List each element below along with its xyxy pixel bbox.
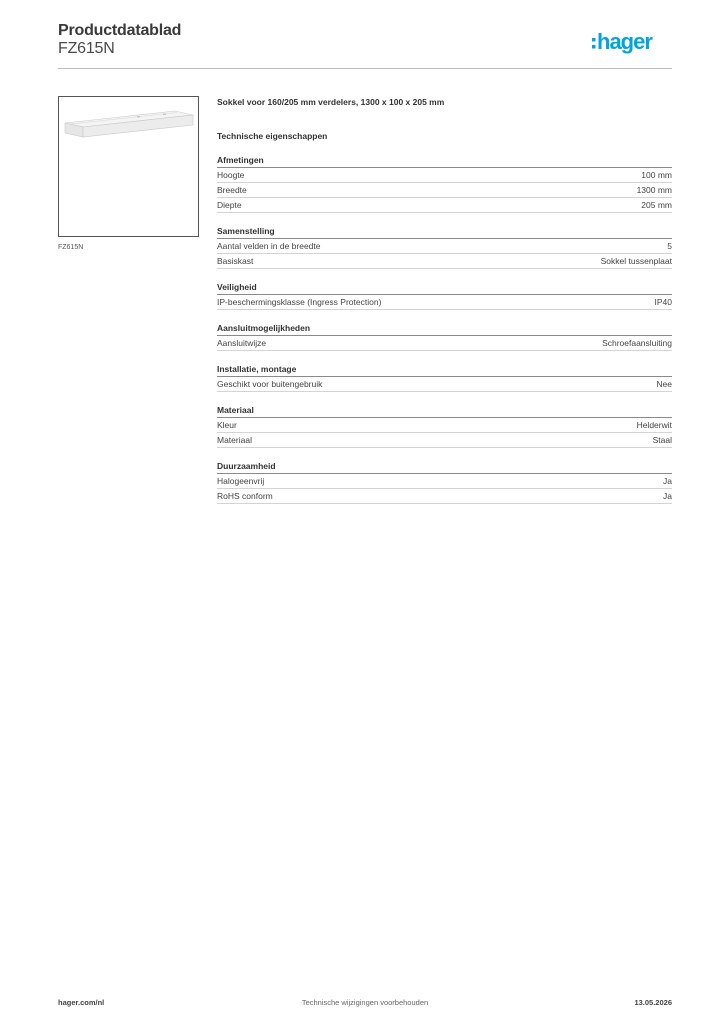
table-row — [217, 377, 672, 392]
row-value: Ja — [663, 491, 672, 501]
section-afmetingen — [217, 154, 672, 213]
product-content — [217, 96, 672, 504]
table-row — [217, 254, 672, 269]
table-row — [217, 474, 672, 489]
section-title: Materiaal — [217, 404, 672, 418]
product-description: Sokkel voor 160/205 mm verdelers, 1300 x 100 x 205 mm — [217, 97, 445, 107]
product-code: FZ615N — [58, 40, 115, 57]
row-label: Hoogte — [217, 170, 245, 180]
table-row — [217, 295, 672, 310]
table-row — [217, 336, 672, 351]
row-label: Breedte — [217, 185, 247, 195]
row-label: Materiaal — [217, 435, 252, 445]
row-label: Aansluitwijze — [217, 338, 267, 348]
page-title: Productdatablad — [58, 22, 182, 39]
row-value: 100 mm — [641, 170, 672, 180]
footer-disclaimer: Technische wijzigingen voorbehouden — [301, 998, 429, 1007]
row-label: IP-beschermingsklasse (Ingress Protection) — [217, 297, 382, 307]
section-title: Samenstelling — [217, 225, 672, 239]
technical-properties-heading: Technische eigenschappen — [217, 131, 328, 141]
table-row — [217, 239, 672, 254]
row-value: Ja — [663, 476, 672, 486]
row-value: Helderwit — [636, 420, 672, 430]
plinth-illustration — [59, 97, 198, 236]
table-row — [217, 489, 672, 504]
section-installatie-montage — [217, 363, 672, 392]
row-label: Geschikt voor buitengebruik — [217, 379, 323, 389]
row-label: Basiskast — [217, 256, 254, 266]
product-image — [58, 96, 199, 237]
footer-date: 13.05.2026 — [634, 998, 672, 1007]
logo-text: hager — [597, 29, 652, 54]
section-materiaal — [217, 404, 672, 448]
row-value: 205 mm — [641, 200, 672, 210]
section-title: Duurzaamheid — [217, 460, 672, 474]
table-row — [217, 418, 672, 433]
table-row — [217, 198, 672, 213]
section-duurzaamheid — [217, 460, 672, 504]
section-samenstelling — [217, 225, 672, 269]
footer-website-link[interactable]: hager.com/nl — [58, 998, 105, 1007]
table-row — [217, 168, 672, 183]
section-title: Installatie, montage — [217, 363, 672, 377]
row-label: RoHS conform — [217, 491, 273, 501]
section-title: Veiligheid — [217, 281, 672, 295]
row-value: 1300 mm — [636, 185, 672, 195]
row-value: Schroefaansluiting — [602, 338, 672, 348]
row-value: IP40 — [654, 297, 672, 307]
row-value: Sokkel tussenplaat — [600, 256, 672, 266]
section-title: Aansluitmogelijkheden — [217, 322, 672, 336]
section-aansluitmogelijkheden — [217, 322, 672, 351]
row-label: Diepte — [217, 200, 242, 210]
row-label: Halogeenvrij — [217, 476, 265, 486]
hager-logo — [590, 24, 672, 60]
header-divider — [58, 68, 672, 69]
section-title: Afmetingen — [217, 154, 672, 168]
image-caption: FZ615N — [58, 244, 84, 251]
row-value: Nee — [656, 379, 672, 389]
row-label: Aantal velden in de breedte — [217, 241, 321, 251]
table-row — [217, 433, 672, 448]
row-value: Staal — [652, 435, 672, 445]
section-veiligheid — [217, 281, 672, 310]
row-label: Kleur — [217, 420, 237, 430]
page-header — [58, 20, 672, 70]
row-value: 5 — [667, 241, 672, 251]
table-row — [217, 183, 672, 198]
